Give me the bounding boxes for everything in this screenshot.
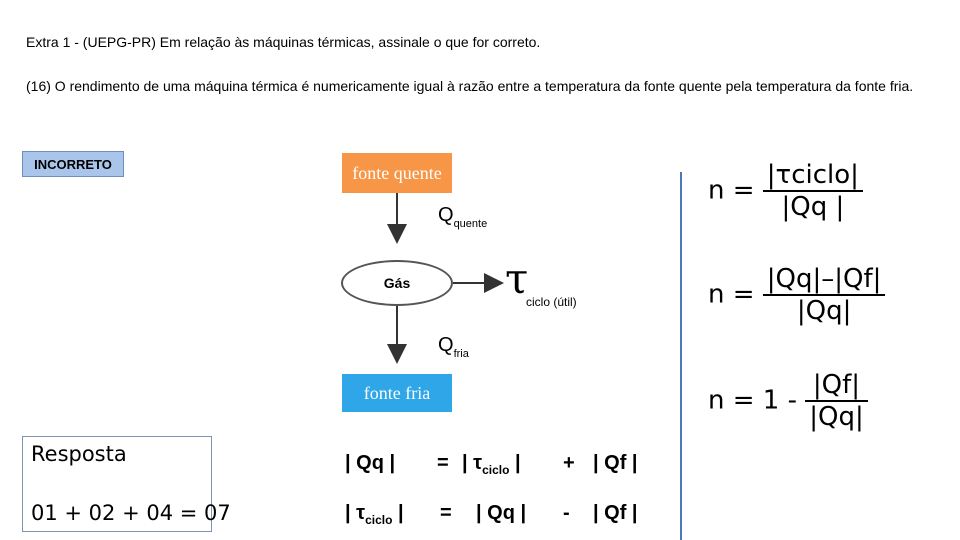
vertical-divider <box>680 172 682 540</box>
answer-value: 01 + 02 + 04 = 07 <box>31 501 231 525</box>
formula-3: n = 1 - $\frac{|Qf|}{|Qq|}$ <box>708 370 868 432</box>
equation-2-qf: | Qf | <box>593 502 638 524</box>
equation-2-equals: = <box>440 502 452 524</box>
equation-1-equals: = <box>437 452 449 474</box>
equation-2-qq: | Qq | <box>476 502 527 524</box>
equation-2-tau: | $\tau_{ciclo}$ | <box>345 502 404 527</box>
equation-1-plus: + <box>563 452 575 474</box>
formula-1: n = $\frac{\text{|τciclo|}}{|Qq |}$ <box>708 160 863 222</box>
work-symbol: τ <box>505 254 529 303</box>
answer-heading: Resposta <box>31 442 127 466</box>
gas-ellipse: Gás <box>341 260 453 306</box>
equation-1-lhs: | Qq | <box>345 452 396 474</box>
verdict-badge: INCORRETO <box>22 151 124 177</box>
question-statement: (16) O rendimento de uma máquina térmica é numericamente igual à razão entre a temperatura da fonte quente pela temperatura da fonte fria. <box>26 78 914 94</box>
work-subscript: ciclo (útil) <box>526 295 577 309</box>
q-cold-label: $Q_{fria}$ <box>438 334 469 360</box>
hot-source-box: fonte quente <box>342 153 452 193</box>
equation-1-tau: | $\tau_{ciclo}$ | <box>462 452 521 477</box>
cold-source-box: fonte fria <box>342 374 452 412</box>
equation-1-qf: | Qf | <box>593 452 638 474</box>
question-title: Extra 1 - (UEPG-PR) Em relação às máquinas térmicas, assinale o que for correto. <box>26 34 541 50</box>
formula-2: n = $\frac{|Qq|-|Qf|}{|Qq|}$ <box>708 264 885 326</box>
q-hot-label: $Q_{quente}$ <box>438 204 488 230</box>
equation-2-minus: - <box>563 502 570 524</box>
